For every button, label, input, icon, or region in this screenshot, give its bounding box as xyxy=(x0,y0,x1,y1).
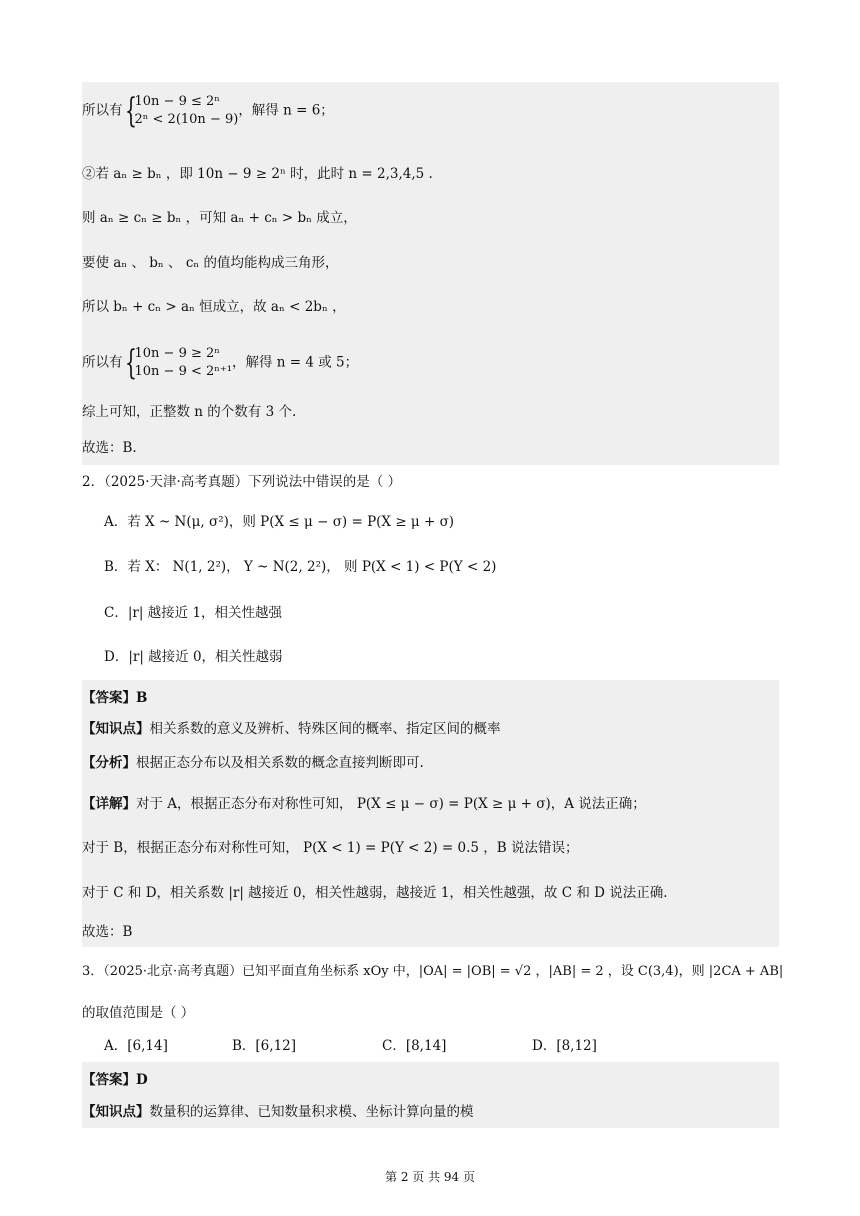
solution-line: 所以 bₙ + cₙ > aₙ 恒成立，故 aₙ < 2bₙ ， xyxy=(82,299,346,315)
question-2-detail-3: 对于 C 和 D，相关系数 |r| 越接近 0，相关性越弱，越接近 1，相关性越强，故 C 和 D 说法正确. xyxy=(82,885,668,901)
page-footer: 第 2 页 共 94 页 xyxy=(385,1170,475,1184)
question-3-knowledge-point: 【知识点】数量积的运算律、已知数量积求模、坐标计算向量的模 xyxy=(82,1104,474,1120)
question-2-knowledge-point: 【知识点】相关系数的意义及辨析、特殊区间的概率、指定区间的概率 xyxy=(82,721,501,737)
question-2-detail-2: 对于 B，根据正态分布对称性可知， P(X < 1) = P(Y < 2) = 0.5 ，B 说法错误； xyxy=(82,840,579,856)
question-3-option-c: C．[8,14] xyxy=(382,1038,447,1054)
solution-line-system-1: 所以有 { 10n − 9 ≤ 2ⁿ 2ⁿ < 2(10n − 9) ，解得 n = 6； xyxy=(82,91,334,131)
question-2-option-a: A．若 X ~ N(μ, σ²)，则 P(X ≤ μ − σ) = P(X ≥ μ + σ) xyxy=(104,514,455,530)
question-2-answer: 【答案】B xyxy=(82,690,148,706)
question-3-answer: 【答案】D xyxy=(82,1072,148,1088)
question-2-stem: 2．（2025·天津·高考真题）下列说法中错误的是（ ） xyxy=(82,474,402,490)
system-row: 10n − 9 ≥ 2ⁿ xyxy=(134,346,220,361)
question-2-analysis: 【分析】根据正态分布以及相关系数的概念直接判断即可. xyxy=(82,755,424,771)
question-3-stem-line-2: 的取值范围是（ ） xyxy=(82,1005,195,1021)
question-2-end: 故选：B xyxy=(82,924,133,940)
solution-line: 综上可知，正整数 n 的个数有 3 个. xyxy=(82,404,297,420)
system-row: 10n − 9 ≤ 2ⁿ xyxy=(134,94,220,109)
question-2-option-b: B．若 X： N(1, 2²)， Y ~ N(2, 2²)， 则 P(X < 1) < P(Y < 2) xyxy=(104,559,497,575)
question-2-option-c: C．|r| 越接近 1，相关性越强 xyxy=(104,605,283,621)
solution-line: ②若 aₙ ≥ bₙ ，即 10n − 9 ≥ 2ⁿ 时，此时 n = 2,3,4,5 . xyxy=(82,166,433,182)
question-3-option-b: B．[6,12] xyxy=(232,1038,297,1054)
solution-line: 要使 aₙ 、 bₙ 、 cₙ 的值均能构成三角形， xyxy=(82,255,339,271)
question-3-option-d: D．[8,12] xyxy=(532,1038,597,1054)
question-3-stem-line-1: 3．（2025·北京·高考真题）已知平面直角坐标系 xOy 中，|OA| = |OB| = √2 ，|AB| = 2 ，设 C(3,4)，则 |2CA + AB| xyxy=(82,964,784,979)
question-2-option-d: D．|r| 越接近 0，相关性越弱 xyxy=(104,649,283,665)
solution-line: 故选：B. xyxy=(82,440,137,456)
system-row: 10n − 9 < 2ⁿ⁺¹ xyxy=(134,364,232,379)
question-3-options xyxy=(104,1036,597,1056)
solution-line: 则 aₙ ≥ cₙ ≥ bₙ ，可知 aₙ + cₙ > bₙ 成立， xyxy=(82,210,357,226)
question-2-detail-1: 【详解】对于 A，根据正态分布对称性可知， P(X ≤ μ − σ) = P(X ≥ μ + σ)，A 说法正确； xyxy=(82,796,646,812)
system-row: 2ⁿ < 2(10n − 9) xyxy=(134,112,239,127)
question-3-option-a: A．[6,14] xyxy=(104,1038,168,1054)
solution-line-system-2: 所以有 { 10n − 9 ≥ 2ⁿ 10n − 9 < 2ⁿ⁺¹ ，解得 n = 4 或 5； xyxy=(82,343,359,383)
